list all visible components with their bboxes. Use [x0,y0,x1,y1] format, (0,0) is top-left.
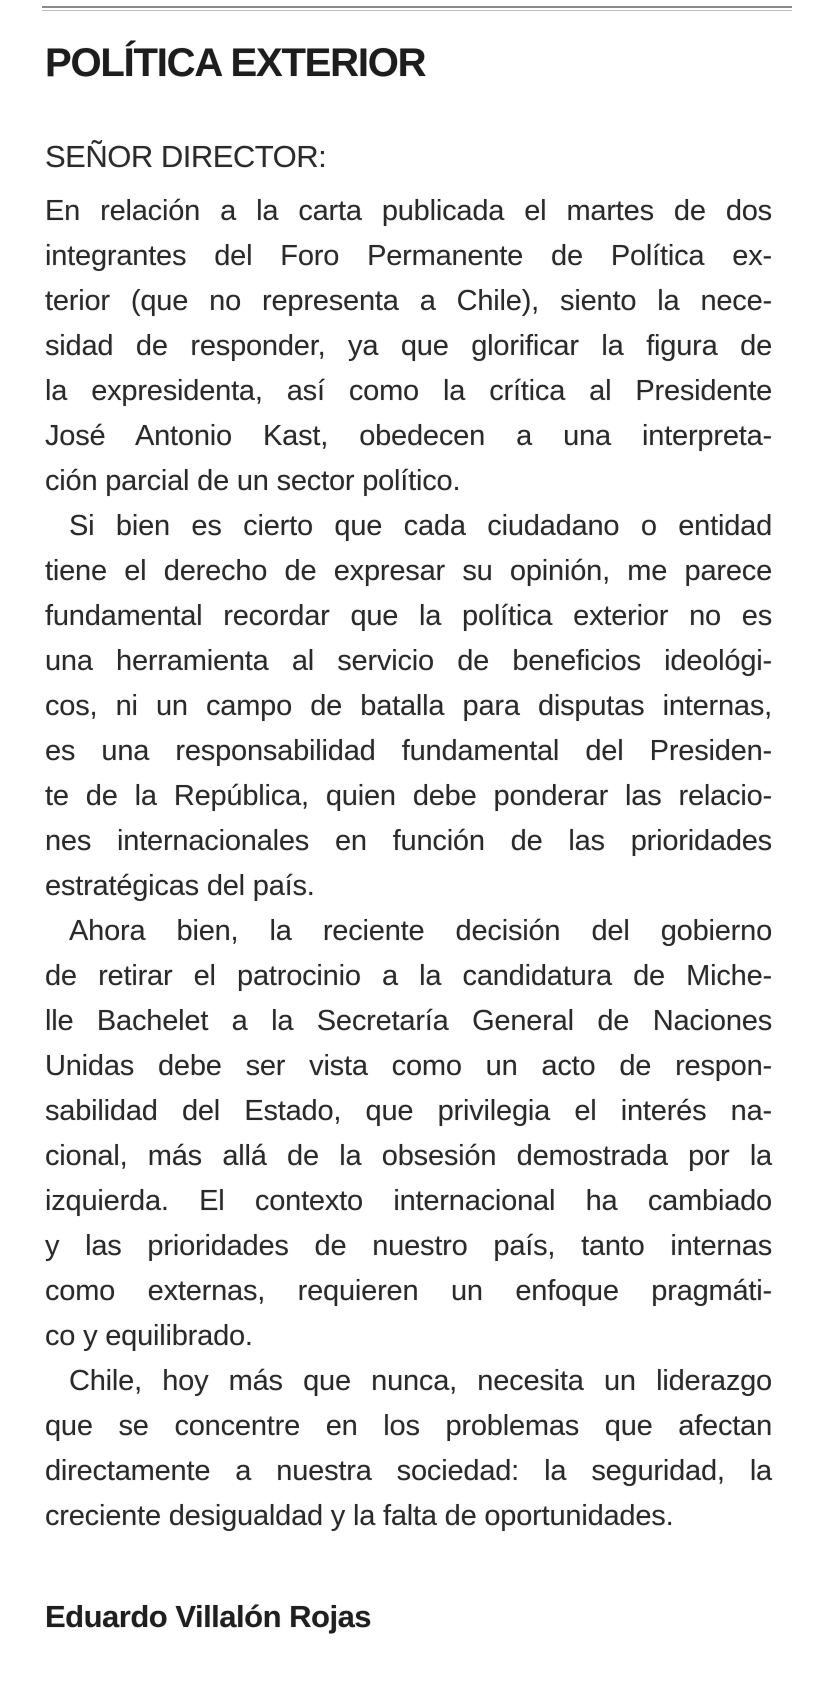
text-line: nes internacionales en función de las prioridades [45,825,772,857]
text-line: sabilidad del Estado, que privilegia el interés na- [45,1095,772,1127]
letter-article [0,39,816,1637]
text-line: cional, más allá de la obsesión demostrada por la [45,1140,772,1172]
text-line: creciente desigualdad y la falta de oportunidades. [45,1500,674,1532]
text-line: estratégicas del país. [45,870,315,902]
text-line: terior (que no representa a Chile), siento la nece- [45,285,772,317]
text-line: de retirar el patrocinio a la candidatura de Miche- [45,960,772,992]
text-line: Unidas debe ser vista como un acto de respon- [45,1050,772,1082]
newspaper-clipping [0,6,816,1702]
text-line: fundamental recordar que la política exterior no es [45,600,772,632]
text-line: una herramienta al servicio de beneficios ideológi- [45,645,772,677]
text-line: co y equilibrado. [45,1320,253,1352]
text-line: te de la República, quien debe ponderar las relacio- [45,780,772,812]
section-divider [42,6,792,11]
signature: Eduardo Villalón Rojas [45,1599,372,1634]
text-line: y las prioridades de nuestro país, tanto internas [45,1230,772,1262]
text-line: Si bien es cierto que cada ciudadano o entidad [69,510,772,542]
text-line: En relación a la carta publicada el martes de dos [45,195,772,227]
text-line: que se concentre en los problemas que afectan [45,1410,772,1442]
section-title: POLÍTICA EXTERIOR [45,41,426,85]
text-line: ción parcial de un sector político. [45,465,461,497]
text-line: es una responsabilidad fundamental del Presiden- [45,735,772,767]
text-line: tiene el derecho de expresar su opinión, me parece [45,555,772,587]
text-line: como externas, requieren un enfoque pragmáti- [45,1275,772,1307]
text-line: Ahora bien, la reciente decisión del gobierno [69,915,772,947]
text-line: izquierda. El contexto internacional ha cambiado [45,1185,772,1217]
paragraph [45,189,772,504]
text-line: lle Bachelet a la Secretaría General de Naciones [45,1005,772,1037]
text-line: la expresidenta, así como la crítica al Presidente [45,375,772,407]
salutation: SEÑOR DIRECTOR: [45,139,327,174]
text-line: José Antonio Kast, obedecen a una interpreta- [45,420,772,452]
paragraph [45,909,772,1359]
paragraph [45,1359,772,1539]
letter-body [45,189,772,1539]
text-line: integrantes del Foro Permanente de Política ex- [45,240,772,272]
text-line: Chile, hoy más que nunca, necesita un liderazgo [69,1365,772,1397]
paragraph [45,504,772,909]
text-line: cos, ni un campo de batalla para disputas internas, [45,690,772,722]
text-line: directamente a nuestra sociedad: la seguridad, la [45,1455,772,1487]
text-line: sidad de responder, ya que glorificar la figura de [45,330,772,362]
